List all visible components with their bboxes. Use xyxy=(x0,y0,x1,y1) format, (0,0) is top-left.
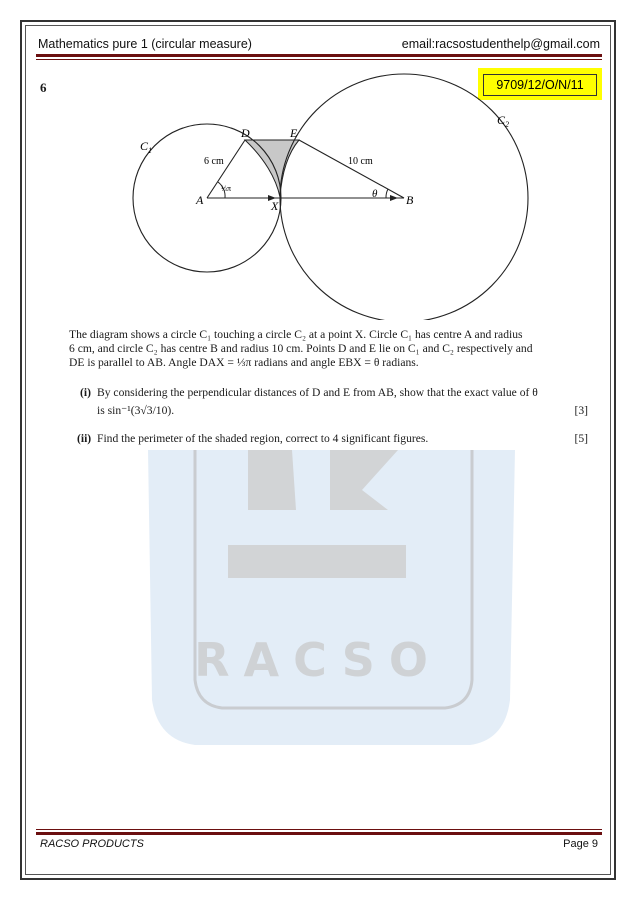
label-c2: $C_2$ xyxy=(497,113,510,129)
intro-line-1: The diagram shows a circle C₁ touching a circle C₂ at a point X. Circle C₁ has centre A and radius xyxy=(69,328,523,341)
watermark-letter-stem xyxy=(248,450,296,510)
footer-left: RACSO PRODUCTS xyxy=(40,838,144,850)
header-title: Mathematics pure 1 (circular measure) xyxy=(38,37,252,51)
intro-line-2: 6 cm, and circle C₂ has centre B and radius 10 cm. Points D and E lie on C₁ and C₂ respectively and xyxy=(69,342,533,356)
footer-rule-thin xyxy=(36,829,602,830)
part-i-label: (i) xyxy=(80,386,91,399)
label-a: A xyxy=(196,193,204,207)
shaded-region xyxy=(245,140,299,197)
label-e: E xyxy=(290,126,298,140)
part-ii-marks: [5] xyxy=(574,432,588,445)
question-intro xyxy=(69,328,591,371)
watermark-text: RACSO xyxy=(194,633,442,687)
watermark-bar xyxy=(228,545,406,578)
label-d: D xyxy=(241,126,250,140)
footer-page-number: Page 9 xyxy=(563,838,598,850)
label-ad-length: 6 cm xyxy=(204,156,224,167)
part-i-text-2: is sin⁻¹(3√3/10). xyxy=(97,404,175,417)
intro-line-3: DE is parallel to AB. Angle DAX = ⅓π radians and angle EBX = θ radians. xyxy=(69,356,419,370)
paper-code: 9709/12/O/N/11 xyxy=(483,74,597,96)
part-ii-label: (ii) xyxy=(77,432,92,445)
header-email: email:racsostudenthelp@gmail.com xyxy=(401,37,600,51)
label-x: X xyxy=(271,199,279,213)
circles-diagram xyxy=(0,0,638,320)
label-eb-length: 10 cm xyxy=(348,156,373,167)
part-i-marks: [3] xyxy=(574,404,588,417)
circle-c2 xyxy=(280,74,528,320)
arrow-xb xyxy=(390,195,398,201)
part-ii-text: Find the perimeter of the shaded region, correct to 4 significant figures. xyxy=(97,432,429,445)
part-i-text: By considering the perpendicular distances of D and E from AB, show that the exact value of θ xyxy=(97,386,538,399)
label-c1: $C_1$ xyxy=(140,139,153,155)
label-b: B xyxy=(406,193,414,207)
label-angle-a: ⅓π xyxy=(221,184,232,193)
question-number: 6 xyxy=(40,80,47,95)
angle-arc-b xyxy=(386,189,388,198)
footer-rule-thick xyxy=(36,832,602,835)
label-angle-b: θ xyxy=(372,188,378,200)
